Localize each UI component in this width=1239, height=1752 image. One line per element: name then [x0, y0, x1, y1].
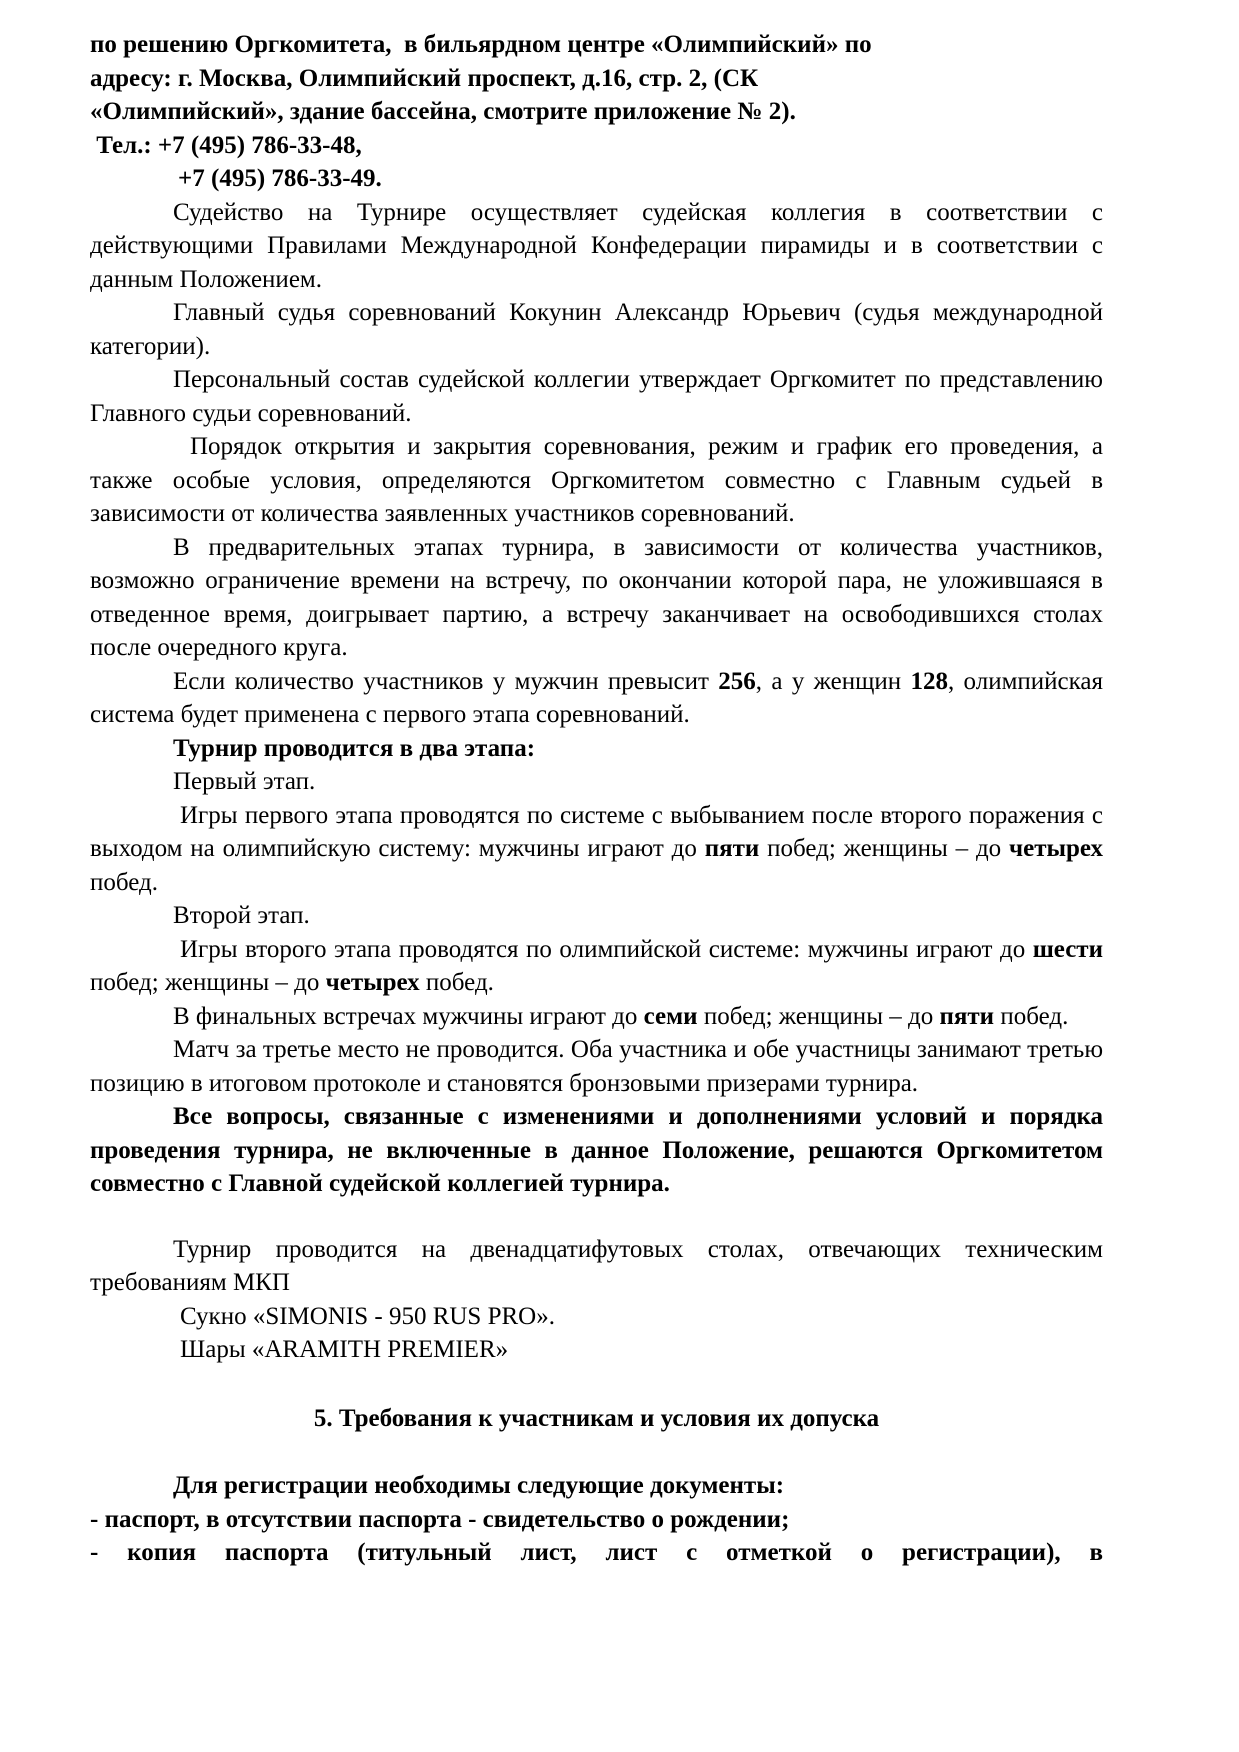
text-run: Шары «ARAMITH PREMIER»: [180, 1336, 509, 1363]
schedule-paragraph: [90, 430, 1103, 531]
document-body: [90, 28, 1103, 1570]
text-run: Сукно «SIMONIS - 950 RUS PRO».: [180, 1302, 555, 1330]
text-run: Порядок открытия и закрытия соревнования, режим и график его проведения, а также особые условия, определяются Оргкомитетом совместно с Главным судьей в зависимости от количества заявленных участников соревнований.: [90, 433, 1103, 527]
text-run: побед; женщины – до: [90, 969, 326, 996]
text-run: +7 (495) 786-33-49.: [178, 165, 382, 192]
time-limit-paragraph: [90, 531, 1103, 665]
third-place-paragraph: [90, 1033, 1103, 1100]
text-run: Второй этап.: [173, 902, 310, 929]
participants-threshold-paragraph: [90, 665, 1103, 732]
text-run: адресу: г. Москва, Олимпийский проспект, д.16, стр. 2, (СК: [90, 64, 759, 92]
text-run: побед; женщины – до: [759, 835, 1009, 862]
first-stage-paragraph: [90, 799, 1103, 900]
text-run: 5. Требования к участникам и условия их допуска: [313, 1404, 880, 1432]
text-run: , олимпийская система будет применена с первого этапа соревнований.: [90, 667, 1103, 728]
doc-item-passport: [90, 1503, 1103, 1537]
text-run: Турнир проводится на двенадцатифутовых столах, отвечающих техническим требованиям МКП: [90, 1235, 1103, 1296]
cloth-line: [90, 1300, 1103, 1334]
finals-paragraph: [90, 1000, 1103, 1034]
refereeing-paragraph: [90, 196, 1103, 297]
emphasis-run: четырех: [1009, 835, 1103, 862]
chief-referee-paragraph: [90, 296, 1103, 363]
text-run: побед.: [419, 969, 494, 996]
text-run: , а у женщин: [755, 667, 911, 695]
emphasis-run: 128: [910, 667, 948, 695]
text-run: В финальных встречах мужчины играют до: [173, 1002, 644, 1030]
emphasis-run: пяти: [704, 835, 760, 862]
text-run: - паспорт, в отсутствии паспорта - свидетельство о рождении;: [90, 1505, 790, 1533]
text-run: Для регистрации необходимы следующие документы:: [173, 1472, 785, 1499]
referee-panel-paragraph: [90, 363, 1103, 430]
text-run: Турнир проводится в два этапа:: [173, 734, 536, 762]
second-stage-paragraph: [90, 933, 1103, 1000]
text-run: «Олимпийский», здание бассейна, смотрите приложение № 2).: [90, 98, 796, 125]
text-run: Матч за третье место не проводится. Оба участника и обе участницы занимают третью позицию в итоговом протоколе и становятся бронзовыми призерами турнира.: [90, 1036, 1103, 1097]
venue-address-line: [90, 62, 1103, 96]
section-5-heading: [90, 1402, 1103, 1436]
continuation-venue-line: [90, 28, 1103, 62]
tables-paragraph: [90, 1233, 1103, 1300]
doc-item-passport-copy: [90, 1536, 1103, 1570]
phone-line-2: [90, 162, 1103, 196]
emphasis-run: шести: [1032, 935, 1103, 963]
text-run: Тел.: +7 (495) 786-33-48,: [90, 131, 362, 159]
text-run: по решению Оргкомитета, в бильярдном центре «Олимпийский» по: [90, 31, 872, 58]
emphasis-run: 256: [718, 667, 756, 695]
emphasis-run: семи: [643, 1002, 698, 1030]
phone-line-1: [90, 129, 1103, 163]
text-run: Игры первого этапа проводятся по системе с выбыванием после второго поражения с выходом на олимпийскую систему: мужчины играют до: [90, 801, 1103, 862]
text-run: - копия паспорта (титульный лист, лист с отметкой о регистрации), в: [90, 1539, 1103, 1566]
text-run: В предварительных этапах турнира, в зависимости от количества участников, возможно ограничение времени на встречу, по окончании которой пара, не уложившаяся в отведенное время, доигрывает партию, а встречу заканчивает на освободившихся столах после очередного круга.: [90, 533, 1103, 661]
text-run: Если количество участников у мужчин превысит: [173, 667, 719, 695]
two-stages-heading: [90, 732, 1103, 766]
second-stage-label: [90, 899, 1103, 933]
emphasis-run: четырех: [325, 969, 420, 996]
venue-address-line-2: [90, 95, 1103, 129]
text-run: Все вопросы, связанные с изменениями и дополнениями условий и порядка проведения турнира, не включенные в данное Положение, решаются Оргкомитетом совместно с Главной судейской коллегией турнира.: [90, 1103, 1103, 1197]
balls-line: [90, 1333, 1103, 1367]
emphasis-run: пяти: [939, 1002, 995, 1030]
text-run: Первый этап.: [173, 768, 316, 795]
first-stage-label: [90, 765, 1103, 799]
amendments-paragraph: [90, 1100, 1103, 1201]
text-run: побед; женщины – до: [697, 1002, 940, 1030]
registration-docs-heading: [90, 1469, 1103, 1503]
text-run: Персональный состав судейской коллегии утверждает Оргкомитет по представлению Главного судьи соревнований.: [90, 366, 1103, 427]
text-run: побед.: [90, 868, 159, 896]
text-run: побед.: [994, 1002, 1069, 1030]
text-run: Судейство на Турнире осуществляет судейская коллегия в соответствии с действующими Правилами Международной Конфедерации пирамиды и в соответствии с данным Положением.: [90, 198, 1103, 293]
text-run: Игры второго этапа проводятся по олимпийской системе: мужчины играют до: [180, 935, 1033, 963]
text-run: Главный судья соревнований Кокунин Александр Юрьевич (судья международной категории).: [90, 299, 1103, 360]
